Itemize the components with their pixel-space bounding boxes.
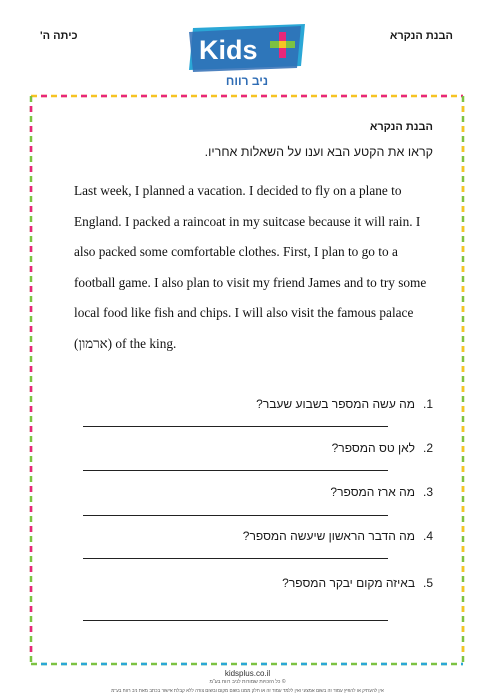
question-5-text: באיזה מקום יבקר המספר?	[282, 576, 415, 590]
question-5-number: .5	[422, 576, 433, 590]
section-title: הבנת הנקרא	[369, 121, 433, 133]
question-3-number: .3	[422, 485, 433, 499]
worksheet-title: הבנת הנקרא	[389, 30, 453, 42]
kids-logo	[185, 22, 309, 88]
answer-line-3[interactable]	[83, 515, 388, 516]
question-3-text: מה ארז המספר?	[330, 485, 415, 499]
footer-copyright: © כל הזכויות שמורות לניב רווח בע"מ	[209, 679, 286, 685]
logo-tagline: ניב רווח	[225, 74, 269, 88]
reading-passage: Last week, I planned a vacation. I decided to fly on a plane to England. I packed a raincoat in my suitcase because it will rain. I also packed some comfortable clothes. First, I plan to go to a football game. I also plan to visit my friend James and to try some local food like fish and chips. I will also visit the famous palace (ארמון) of the king.	[74, 183, 427, 351]
footer-legal: אין להעתיק או להפיץ עמוד זה בשום אמצעי ואין ללמד עמוד זה או חלק ממנו בשום מקום ובשום צורה ללא קבלת אישור בכתב מאת ניב רווח בע"מ	[111, 688, 384, 693]
answer-line-1[interactable]	[83, 426, 388, 427]
answer-line-2[interactable]	[83, 470, 388, 471]
logo-word: Kids	[199, 35, 258, 65]
question-2-text: לאן טס המספר?	[331, 441, 415, 455]
question-4-text: מה הדבר הראשון שיעשה המספר?	[242, 529, 415, 543]
instructions: קראו את הקטע הבא וענו על השאלות אחריו.	[204, 145, 433, 159]
question-1-number: .1	[422, 397, 433, 411]
footer-site[interactable]: kidsplus.co.il	[224, 669, 271, 678]
question-1-text: מה עשה המספר בשבוע שעבר?	[256, 397, 415, 411]
answer-line-5[interactable]	[83, 620, 388, 621]
grade-label: כיתה ה'	[40, 30, 78, 42]
question-2-number: .2	[422, 441, 433, 455]
question-4-number: .4	[422, 529, 433, 543]
answer-line-4[interactable]	[83, 558, 388, 559]
